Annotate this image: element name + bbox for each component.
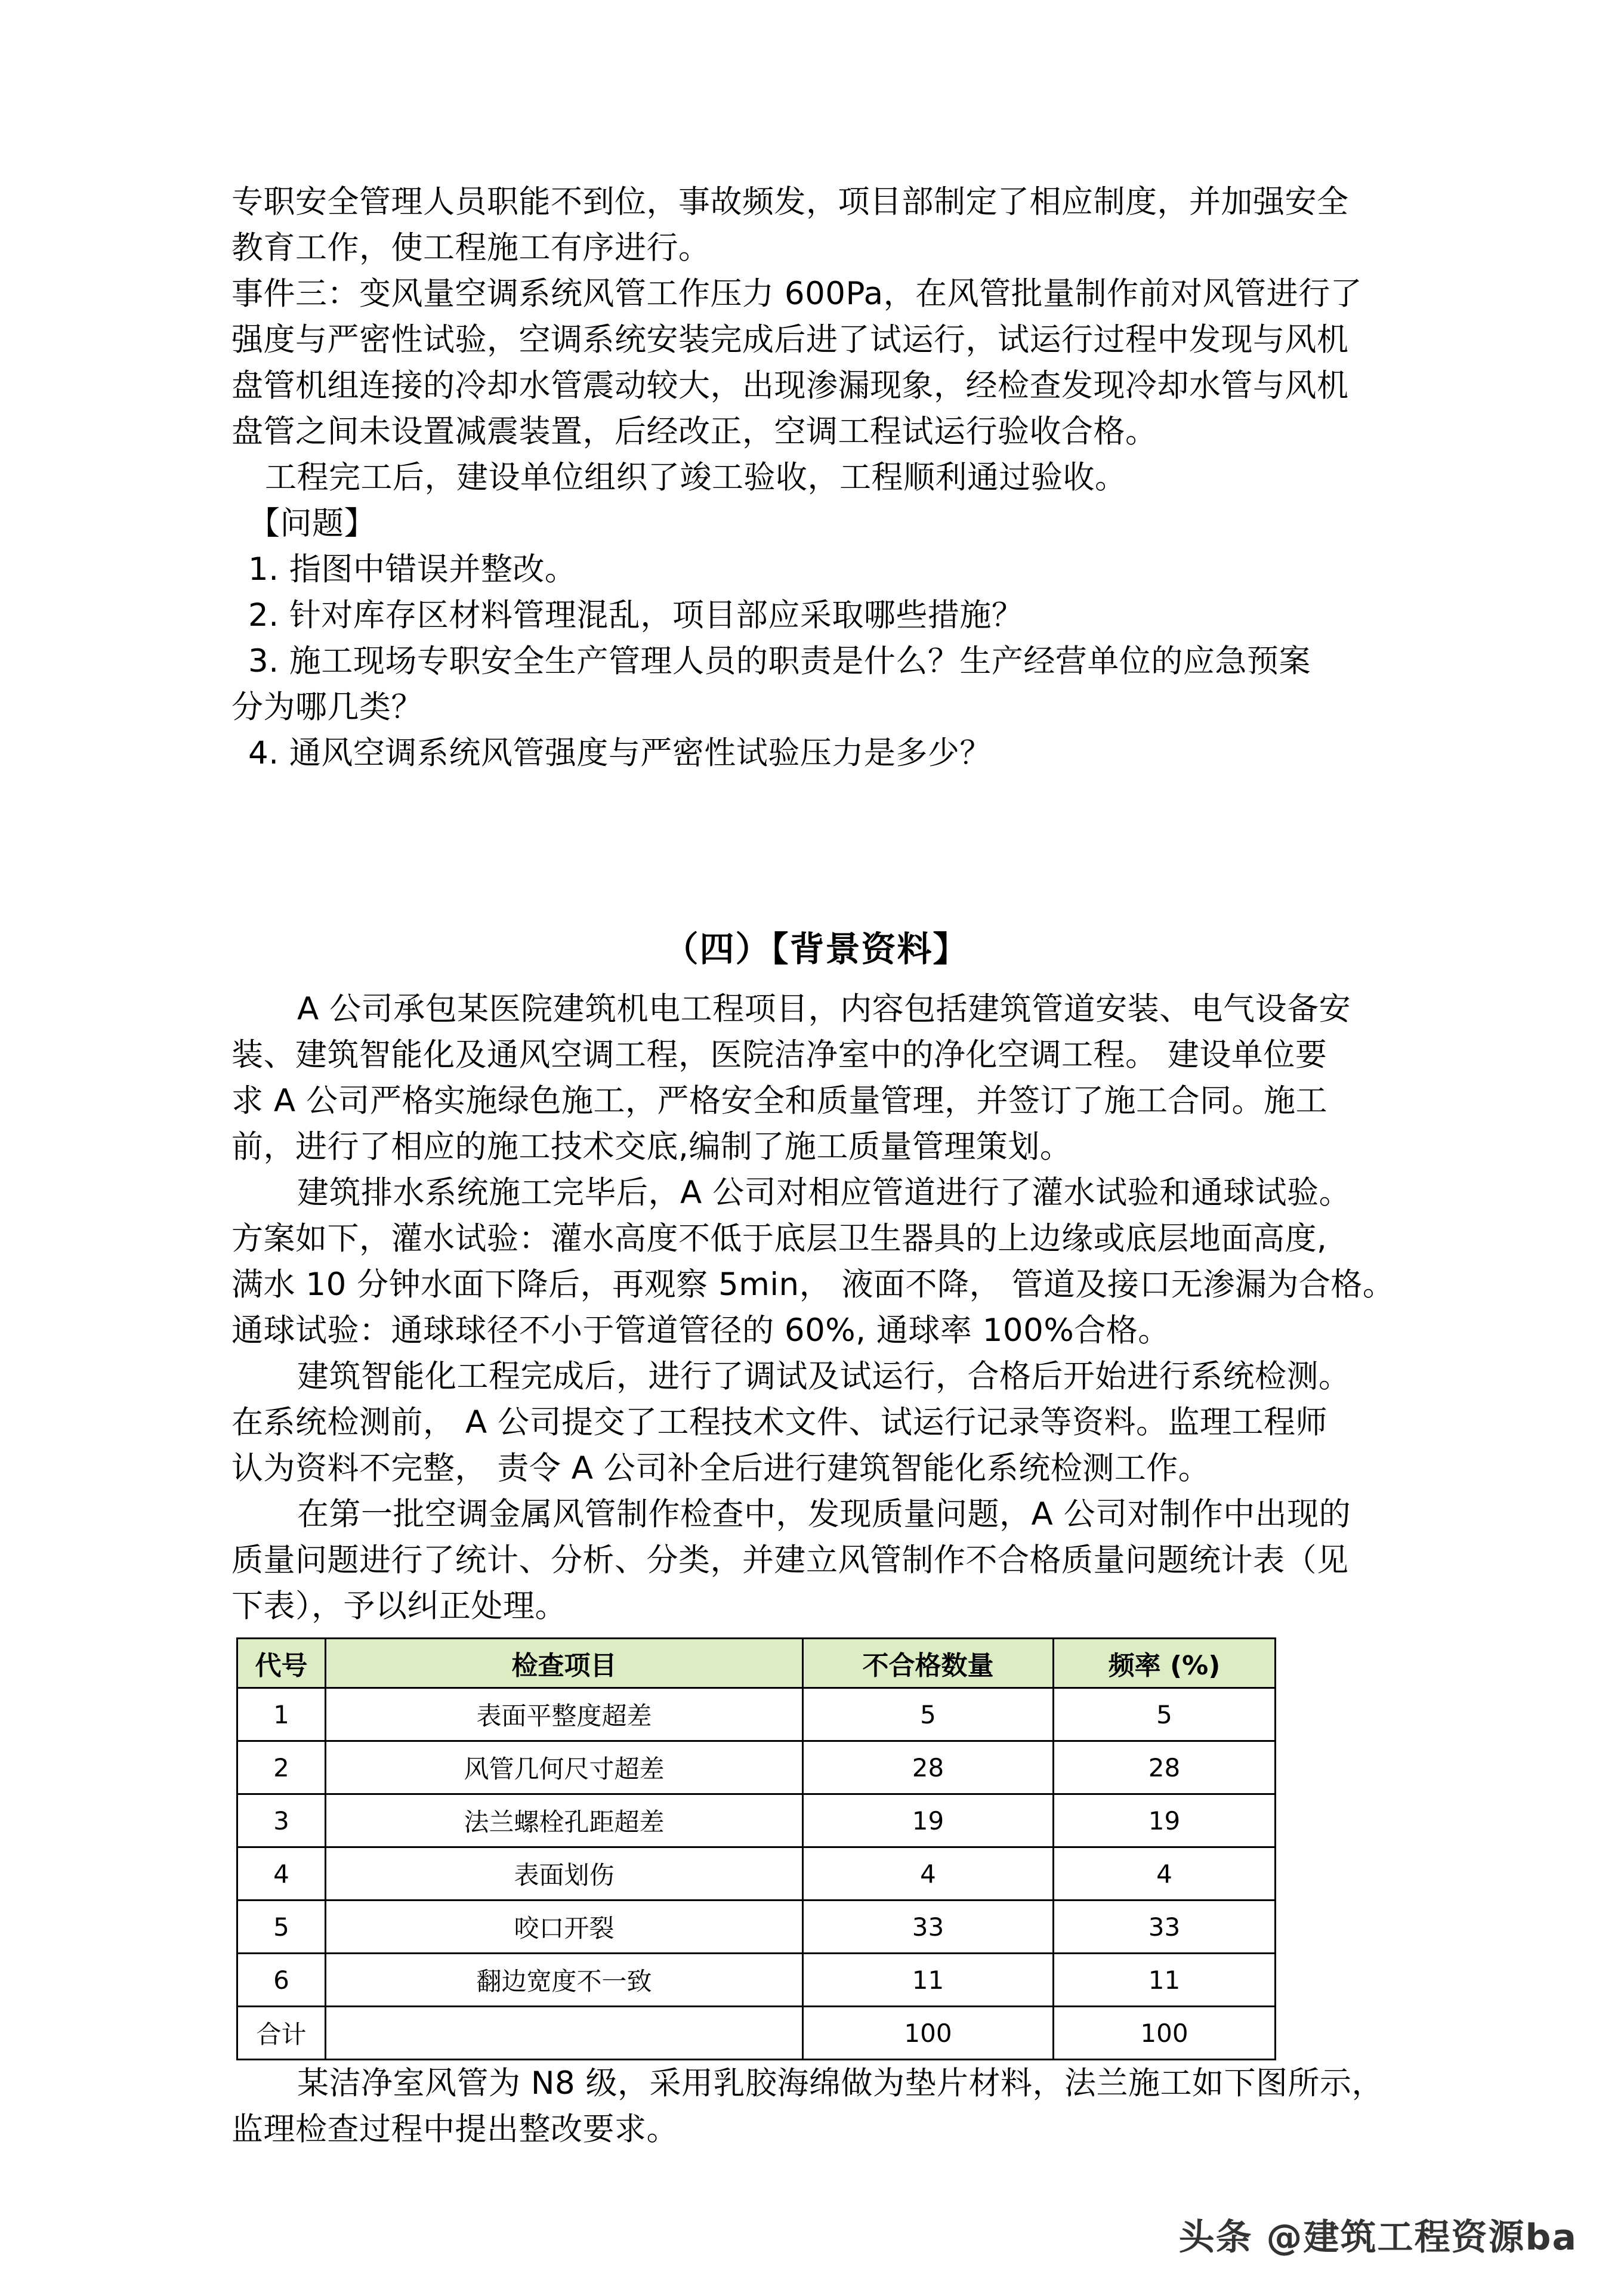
- after-table-paragraph-line-0: 某洁净室风管为 N8 级，采用乳胶海绵做为垫片材料，法兰施工如下图所示，: [297, 2065, 1384, 2102]
- background-paragraph-line-9: 在系统检测前， A 公司提交了工程技术文件、试运行记录等资料。监理工程师: [231, 1404, 1327, 1441]
- section-spacer: [231, 776, 1401, 863]
- top-paragraph-line-11: 分为哪几类？: [231, 689, 423, 725]
- cell-count: 5: [803, 1688, 1054, 1741]
- header-count: 不合格数量: [803, 1639, 1054, 1688]
- cell-item: 风管几何尺寸超差: [326, 1741, 803, 1794]
- top-paragraph-line-8: 1. 指图中错误并整改。: [248, 551, 577, 588]
- watermark-text: 头条 @建筑工程资源ba: [1178, 2217, 1577, 2258]
- table-row: [237, 1794, 1276, 1847]
- top-paragraph-line-3: 强度与严密性试验，空调系统安装完成后进了试运行，试运行过程中发现与风机: [231, 322, 1349, 358]
- header-code: 代号: [237, 1639, 326, 1688]
- background-paragraph-line-5: 方案如下，灌水试验：灌水高度不低于底层卫生器具的上边缘或底层地面高度,: [231, 1220, 1327, 1257]
- top-paragraph-block: [231, 179, 1401, 776]
- cell-count: 33: [803, 1901, 1054, 1954]
- cell-code: 4: [237, 1847, 326, 1901]
- table-body: [237, 1688, 1276, 2060]
- cell-freq: 11: [1054, 1954, 1276, 2007]
- quality-statistics-table: [236, 1637, 1276, 2060]
- background-paragraph-line-6: 满水 10 分钟水面下降后，再观察 5min， 液面不降， 管道及接口无渗漏为合格。: [231, 1266, 1395, 1303]
- background-paragraph-line-13: 下表），予以纠正处理。: [231, 1588, 567, 1624]
- background-paragraph-line-8: 建筑智能化工程完成后，进行了调试及试运行，合格后开始进行系统检测。: [297, 1358, 1351, 1395]
- cell-code: 1: [237, 1688, 326, 1741]
- cell-freq: 28: [1054, 1741, 1276, 1794]
- table-total-row: [237, 2007, 1276, 2060]
- cell-freq: 19: [1054, 1794, 1276, 1847]
- background-paragraph-line-2: 求 A 公司严格实施绿色施工，严格安全和质量管理，并签订了施工合同。施工: [231, 1083, 1327, 1119]
- header-item: 检查项目: [326, 1639, 803, 1688]
- cell-code: 2: [237, 1741, 326, 1794]
- background-paragraph-line-7: 通球试验：通球球径不小于管道管径的 60%, 通球率 100%合格。: [231, 1312, 1170, 1349]
- table-header-row: [237, 1639, 1276, 1688]
- cell-freq: 5: [1054, 1688, 1276, 1741]
- table-row: [237, 1901, 1276, 1954]
- cell-count: 100: [803, 2007, 1054, 2060]
- top-paragraph-line-1: 教育工作，使工程施工有序进行。: [231, 230, 711, 266]
- cell-item: 翻边宽度不一致: [326, 1954, 803, 2007]
- cell-freq: 100: [1054, 2007, 1276, 2060]
- cell-code: 5: [237, 1901, 326, 1954]
- top-paragraph-line-6: 工程完工后，建设单位组织了竣工验收，工程顺利通过验收。: [265, 459, 1127, 496]
- background-paragraph-line-12: 质量问题进行了统计、分析、分类，并建立风管制作不合格质量问题统计表（见: [231, 1542, 1349, 1578]
- table-row: [237, 1688, 1276, 1741]
- table-row: [237, 1847, 1276, 1901]
- cell-freq: 4: [1054, 1847, 1276, 1901]
- top-paragraph-line-4: 盘管机组连接的冷却水管震动较大，出现渗漏现象，经检查发现冷却水管与风机: [231, 367, 1349, 404]
- cell-item: 法兰螺栓孔距超差: [326, 1794, 803, 1847]
- after-table-paragraph-line-1: 监理检查过程中提出整改要求。: [231, 2111, 678, 2147]
- cell-item: 咬口开裂: [326, 1901, 803, 1954]
- cell-count: 4: [803, 1847, 1054, 1901]
- cell-item: 表面划伤: [326, 1847, 803, 1901]
- after-table-paragraph-block: [231, 2060, 1401, 2152]
- cell-code: 3: [237, 1794, 326, 1847]
- top-paragraph-line-9: 2. 针对库存区材料管理混乱，项目部应采取哪些措施？: [248, 597, 1024, 634]
- top-paragraph-line-0: 专职安全管理人员职能不到位，事故频发，项目部制定了相应制度，并加强安全: [231, 184, 1349, 220]
- background-paragraph-line-0: A 公司承包某医院建筑机电工程项目，内容包括建筑管道安装、电气设备安: [297, 991, 1351, 1027]
- table-row: [237, 1741, 1276, 1794]
- header-freq: 频率 (%): [1054, 1639, 1276, 1688]
- cell-count: 28: [803, 1741, 1054, 1794]
- cell-item: 表面平整度超差: [326, 1688, 803, 1741]
- top-paragraph-line-2: 事件三：变风量空调系统风管工作压力 600Pa，在风管批量制作前对风管进行了: [231, 276, 1363, 312]
- background-paragraph-line-3: 前，进行了相应的施工技术交底,编制了施工质量管理策划。: [231, 1129, 1072, 1165]
- cell-code: 6: [237, 1954, 326, 2007]
- background-paragraph-line-1: 装、建筑智能化及通风空调工程，医院洁净室中的净化空调工程。 建设单位要: [231, 1037, 1327, 1073]
- table-row: [237, 1954, 1276, 2007]
- background-paragraph-line-11: 在第一批空调金属风管制作检查中，发现质量问题，A 公司对制作中出现的: [297, 1496, 1351, 1532]
- cell-count: 11: [803, 1954, 1054, 2007]
- top-paragraph-line-12: 4. 通风空调系统风管强度与严密性试验压力是多少？: [248, 735, 992, 771]
- top-paragraph-line-10: 3. 施工现场专职安全生产管理人员的职责是什么？生产经营单位的应急预案: [248, 643, 1311, 679]
- background-paragraph-line-10: 认为资料不完整， 责令 A 公司补全后进行建筑智能化系统检测工作。: [231, 1450, 1211, 1487]
- top-paragraph-line-7: 【问题】: [248, 505, 376, 542]
- section-heading: （四）【背景资料】: [663, 929, 969, 969]
- cell-count: 19: [803, 1794, 1054, 1847]
- cell-freq: 33: [1054, 1901, 1276, 1954]
- top-paragraph-line-5: 盘管之间未设置减震装置，后经改正，空调工程试运行验收合格。: [231, 413, 1157, 450]
- cell-code: 合计: [237, 2007, 326, 2060]
- table-head: [237, 1639, 1276, 1688]
- cell-item: [326, 2007, 803, 2060]
- background-paragraph-line-4: 建筑排水系统施工完毕后，A 公司对相应管道进行了灌水试验和通球试验。: [297, 1175, 1351, 1211]
- background-paragraph-block: [231, 986, 1401, 1629]
- document-body: [231, 179, 1401, 2152]
